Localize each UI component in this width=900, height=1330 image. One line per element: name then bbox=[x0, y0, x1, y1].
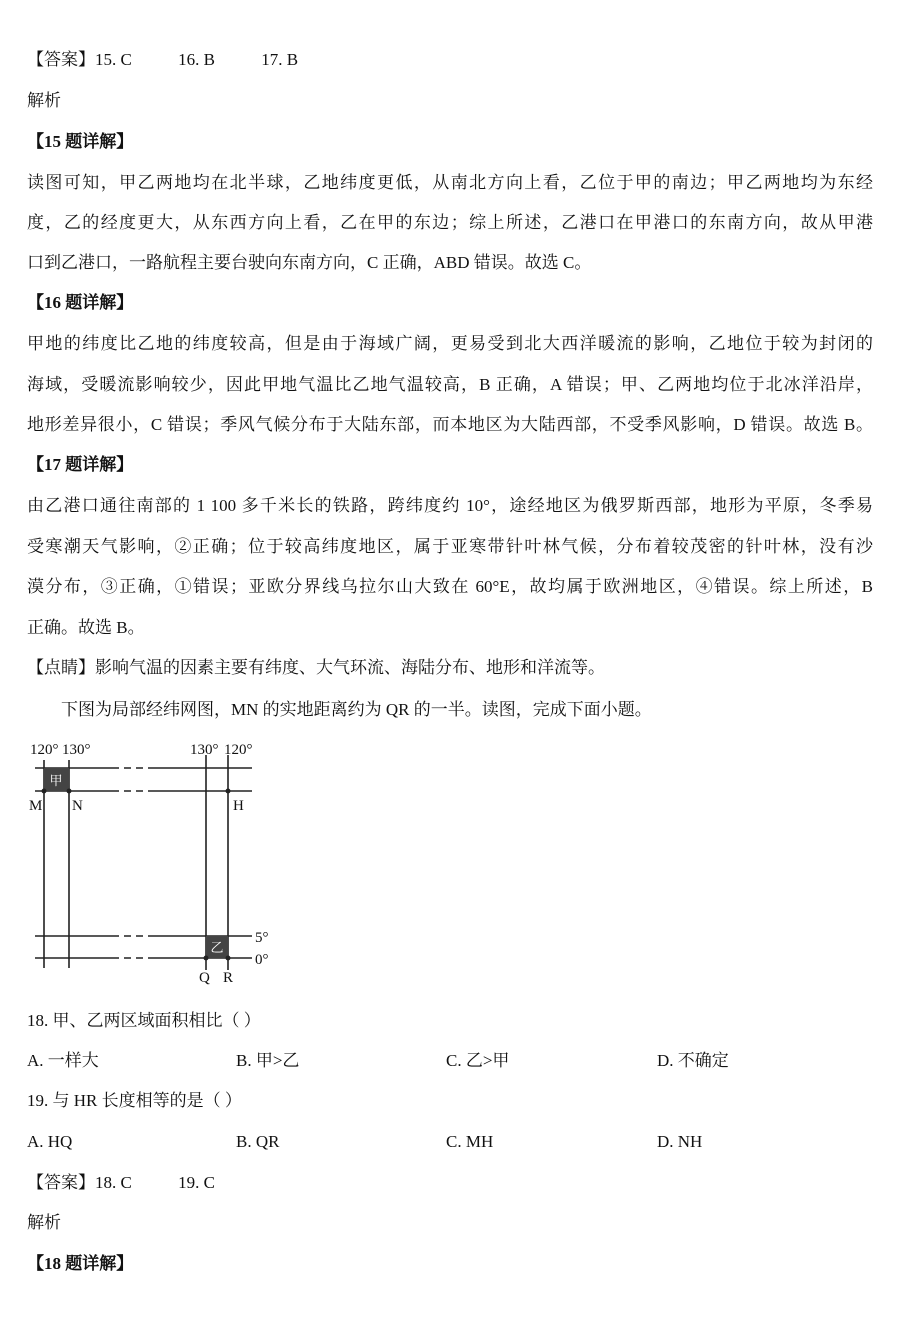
answer-line-1 bbox=[27, 49, 298, 71]
q16-line: 海域，受暖流影响较少，因此甲地气温比乙地气温较高，B 正确，A 错误；甲、乙两地均位于北冰洋沿岸， bbox=[27, 375, 873, 394]
q18-option-c: C. 乙>甲 bbox=[446, 1051, 510, 1070]
point-n: N bbox=[72, 798, 83, 814]
q17-line: 受寒潮天气影响，②正确；位于较高纬度地区，属于亚寒带针叶林气候，分布着较茂密的针叶林，没有沙 bbox=[27, 537, 873, 556]
answer-line-2 bbox=[27, 1172, 215, 1194]
q19-option-d: D. NH bbox=[657, 1132, 703, 1151]
lat-label: 5° bbox=[255, 930, 269, 946]
q18-option-d: D. 不确定 bbox=[657, 1051, 729, 1070]
tip-text: 【点睛】影响气温的因素主要有纬度、大气环流、海陆分布、地形和洋流等。 bbox=[27, 658, 605, 677]
answer-18: 18. C bbox=[95, 1173, 132, 1192]
lon-label: 120° bbox=[30, 742, 59, 758]
q15-line: 度，乙的经度更大，从东西方向上看，乙在甲的东边；综上所述，乙港口在甲港口的东南方向，故从甲港 bbox=[27, 213, 873, 232]
point-h: H bbox=[233, 798, 244, 814]
point-m: M bbox=[29, 798, 43, 814]
point-q: Q bbox=[199, 970, 210, 986]
q19-stem: 19. 与 HR 长度相等的是（ ） bbox=[27, 1091, 242, 1110]
analysis-heading: 解析 bbox=[27, 91, 61, 110]
q19-option-c: C. MH bbox=[446, 1132, 494, 1151]
intro-text: 下图为局部经纬网图，MN 的实地距离约为 QR 的一半。读图，完成下面小题。 bbox=[61, 700, 652, 719]
lon-label: 130° bbox=[190, 742, 219, 758]
analysis-heading: 解析 bbox=[27, 1213, 61, 1232]
region-jia-label: 甲 bbox=[49, 773, 63, 788]
q15-line: 口到乙港口，一路航程主要台驶向东南方向，C 正确，ABD 错误。故选 C。 bbox=[27, 253, 592, 272]
q15-heading: 【15 题详解】 bbox=[27, 132, 134, 151]
q18-heading: 【18 题详解】 bbox=[27, 1254, 134, 1273]
q17-line: 漠分布，③正确，①错误；亚欧分界线乌拉尔山大致在 60°E，故均属于欧洲地区，④错误。综上所述，B bbox=[27, 577, 873, 596]
lon-label: 120° bbox=[224, 742, 253, 758]
q16-line: 地形差异很小，C 错误；季风气候分布于大陆东部，而本地区为大陆西部，不受季风影响，D 错误。故选 B。 bbox=[27, 415, 873, 434]
point-r: R bbox=[223, 970, 234, 986]
answer-label: 【答案】 bbox=[27, 50, 95, 69]
q16-line: 甲地的纬度比乙地的纬度较高，但是由于海域广阔，更易受到北大西洋暖流的影响，乙地位于较为封闭的 bbox=[27, 334, 873, 353]
answer-label: 【答案】 bbox=[27, 1173, 95, 1192]
q18-option-b: B. 甲>乙 bbox=[236, 1051, 300, 1070]
region-yi-label: 乙 bbox=[210, 940, 224, 955]
answer-19: 19. C bbox=[178, 1173, 215, 1192]
q17-line: 正确。故选 B。 bbox=[27, 618, 145, 637]
q17-heading: 【17 题详解】 bbox=[27, 455, 134, 474]
q19-option-b: B. QR bbox=[236, 1132, 280, 1151]
q16-heading: 【16 题详解】 bbox=[27, 293, 134, 312]
lat-long-grid-diagram bbox=[20, 730, 280, 990]
answer-16: 16. B bbox=[178, 50, 215, 69]
lat-label: 0° bbox=[255, 952, 269, 968]
answer-15: 15. C bbox=[95, 50, 132, 69]
lon-label: 130° bbox=[62, 742, 91, 758]
q15-line: 读图可知，甲乙两地均在北半球，乙地纬度更低，从南北方向上看，乙位于甲的南边；甲乙两地均为东经 bbox=[27, 173, 873, 192]
q18-stem: 18. 甲、乙两区域面积相比（ ） bbox=[27, 1011, 261, 1030]
q17-line: 由乙港口通往南部的 1 100 多千米长的铁路，跨纬度约 10°，途经地区为俄罗斯西部，地形为平原，冬季易 bbox=[27, 496, 873, 515]
q18-option-a: A. 一样大 bbox=[27, 1051, 99, 1070]
q19-option-a: A. HQ bbox=[27, 1132, 73, 1151]
answer-17: 17. B bbox=[261, 50, 299, 69]
